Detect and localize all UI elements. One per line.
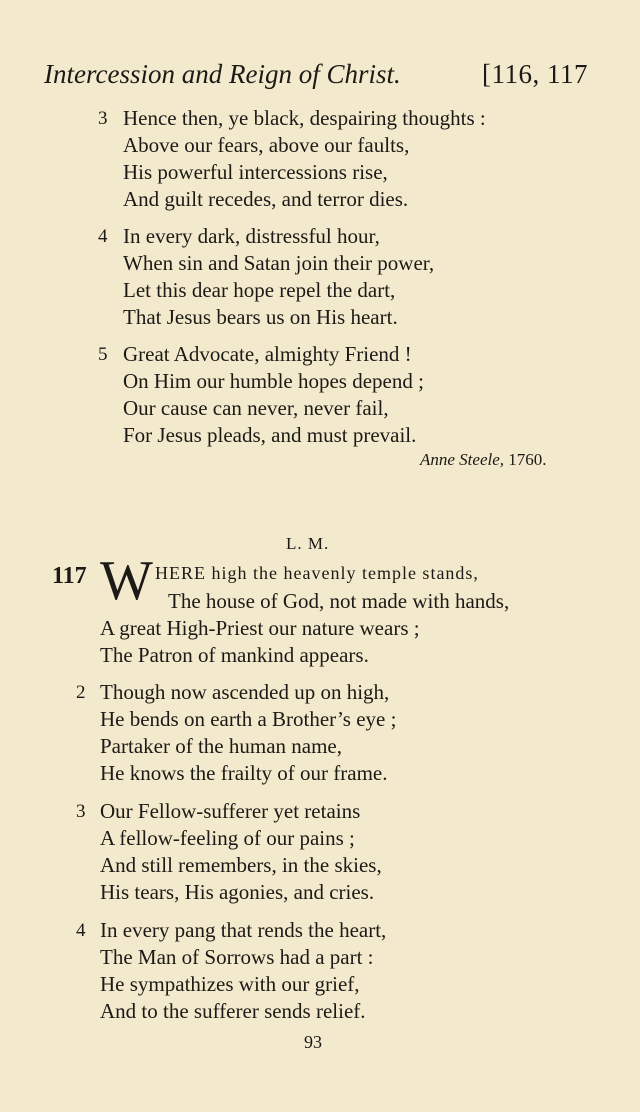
- first-line: HERE high the heavenly temple stands,: [155, 563, 479, 583]
- verse-line: Let this dear hope repel the dart,: [123, 278, 396, 302]
- header-hymn-numbers: [116, 117: [482, 59, 588, 89]
- verse-line: Great Advocate, almighty Friend !: [123, 342, 412, 366]
- author-name: Anne Steele,: [420, 450, 505, 469]
- verse-line: That Jesus bears us on His heart.: [123, 305, 398, 329]
- verse-line: He knows the frailty of our frame.: [100, 761, 388, 785]
- verse-line: Hence then, ye black, despairing thoughts :: [123, 106, 486, 130]
- verse-number: 3: [98, 108, 108, 129]
- verse-line: The Man of Sorrows had a part :: [100, 945, 374, 969]
- verse-line: The house of God, not made with hands,: [168, 589, 510, 613]
- verse-line: Above our fears, above our faults,: [123, 133, 410, 157]
- verse-line: For Jesus pleads, and must prevail.: [123, 423, 417, 447]
- verse-number: 4: [98, 226, 108, 247]
- drop-cap: W: [100, 550, 153, 612]
- verse-line: A fellow-feeling of our pains ;: [100, 826, 355, 850]
- author-year: 1760.: [508, 450, 547, 469]
- meter-label: L. M.: [286, 534, 330, 553]
- verse-line: And still remembers, in the skies,: [100, 853, 382, 877]
- verse-line: On Him our humble hopes depend ;: [123, 369, 424, 393]
- author-attribution: [420, 448, 547, 472]
- hymn-number: 117: [52, 563, 87, 589]
- verse-line: A great High-Priest our nature wears ;: [100, 616, 420, 640]
- verse-line: He bends on earth a Brother’s eye ;: [100, 707, 397, 731]
- verse-line: Partaker of the human name,: [100, 734, 342, 758]
- verse-line: His tears, His agonies, and cries.: [100, 880, 375, 904]
- verse-number: 2: [76, 682, 86, 703]
- verse-line: Though now ascended up on high,: [100, 680, 390, 704]
- page-number: 93: [304, 1032, 322, 1052]
- verse-line: And guilt recedes, and terror dies.: [123, 187, 409, 211]
- verse-line: He sympathizes with our grief,: [100, 972, 360, 996]
- verse-line: In every pang that rends the heart,: [100, 918, 387, 942]
- verse-number: 4: [76, 920, 86, 941]
- verse-line: And to the sufferer sends relief.: [100, 999, 366, 1023]
- verse-line: Our Fellow-sufferer yet retains: [100, 799, 361, 823]
- verse-number: 3: [76, 801, 86, 822]
- verse-line: His powerful intercessions rise,: [123, 160, 388, 184]
- verse-line: Our cause can never, never fail,: [123, 396, 389, 420]
- verse-line: When sin and Satan join their power,: [123, 251, 435, 275]
- running-header: [44, 54, 604, 94]
- verse-number: 5: [98, 344, 108, 365]
- verse-line: In every dark, distressful hour,: [123, 224, 380, 248]
- verse-line: The Patron of mankind appears.: [100, 643, 369, 667]
- header-title: Intercession and Reign of Christ.: [44, 59, 401, 89]
